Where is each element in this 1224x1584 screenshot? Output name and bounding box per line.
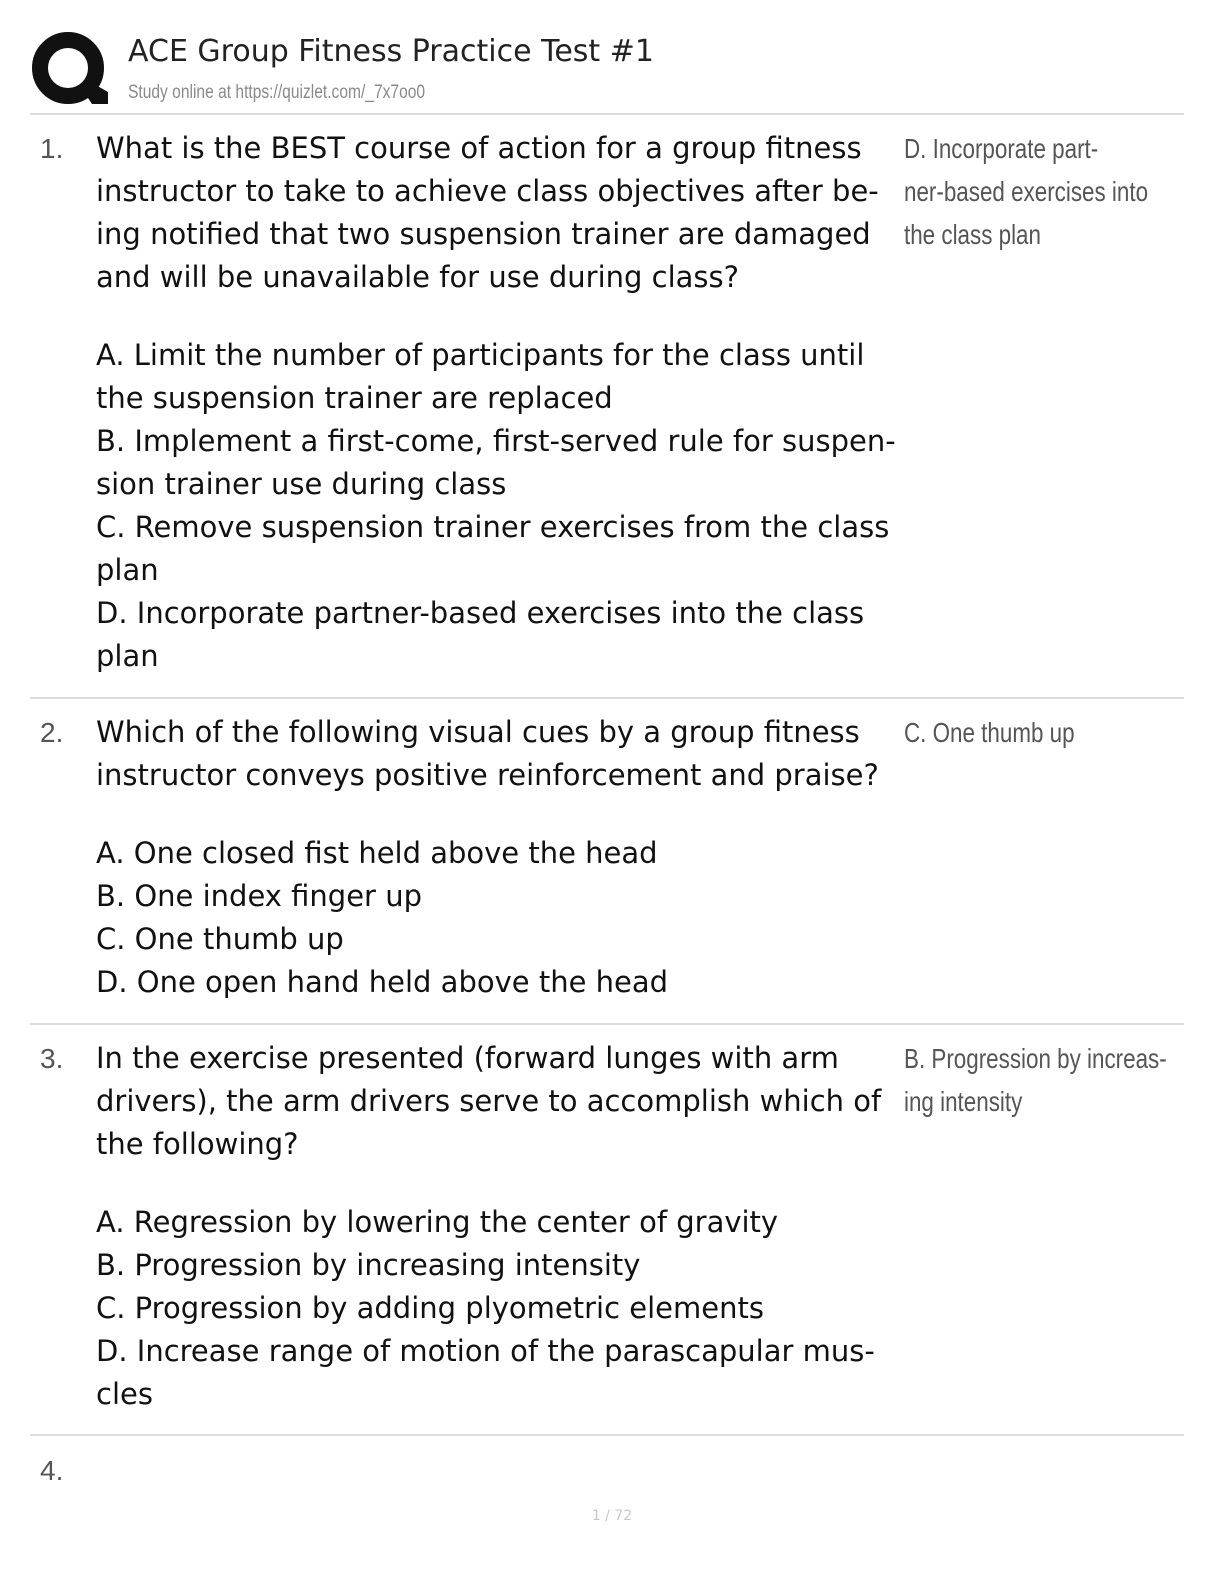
question-line: ing notified that two suspension trainer are damaged [96,217,871,251]
spacer [96,797,896,832]
answer-line: ner-based exercises into [904,176,1149,207]
option-line: D. Incorporate partner-based exercises into the class [96,596,865,630]
spacer [96,299,896,334]
option-line: the suspension trainer are replaced [96,381,613,415]
question-line: drivers), the arm drivers serve to accomplish which of [96,1084,882,1118]
option-line: C. Remove suspension trainer exercises from the class [96,510,890,544]
option-line: D. Increase range of motion of the parascapular mus- [96,1334,875,1368]
question-number: 4. [40,1455,64,1486]
question-line: What is the BEST course of action for a group fitness [96,131,862,165]
option-line: A. Regression by lowering the center of gravity [96,1205,779,1239]
answer-line: ing intensity [904,1086,1023,1117]
question-line: Which of the following visual cues by a group fitness [96,715,860,749]
answer-block [904,127,1149,256]
option-line: B. One index finger up [96,879,422,913]
question-number: 3. [40,1043,64,1074]
quizlet-logo-icon [30,30,110,110]
study-online-link[interactable]: Study online at https://quizlet.com/_7x7oo0 [128,82,426,103]
question-divider [30,1023,1184,1025]
answer-line: D. Incorporate part- [904,133,1099,164]
document-title: ACE Group Fitness Practice Test #1 [128,34,654,69]
spacer [96,1166,896,1201]
question-divider [30,697,1184,699]
question-divider [30,1434,1184,1436]
question-number: 1. [40,133,64,164]
option-line: D. One open hand held above the head [96,965,669,999]
page-indicator: 1 / 72 [591,1508,633,1524]
answer-block [904,1037,1167,1123]
answer-line: B. Progression by increas- [904,1043,1167,1074]
answer-line: the class plan [904,219,1041,250]
option-line: plan [96,553,159,587]
option-line: cles [96,1377,153,1411]
question-block [96,1037,896,1416]
answer-line: C. One thumb up [904,717,1075,748]
option-line: plan [96,639,159,673]
question-line: and will be unavailable for use during class? [96,260,740,294]
option-line: B. Progression by increasing intensity [96,1248,641,1282]
question-block [96,127,896,678]
question-line: In the exercise presented (forward lunges with arm [96,1041,839,1075]
answer-block [904,711,1144,754]
question-line: instructor conveys positive reinforcement and praise? [96,758,879,792]
option-line: sion trainer use during class [96,467,507,501]
option-line: A. Limit the number of participants for the class until [96,338,865,372]
option-line: A. One closed fist held above the head [96,836,658,870]
question-block [96,711,896,1004]
option-line: C. Progression by adding plyometric elements [96,1291,764,1325]
option-line: B. Implement a first-come, first-served rule for suspen- [96,424,896,458]
question-number: 2. [40,717,64,748]
question-line: instructor to take to achieve class objectives after be- [96,174,879,208]
question-line: the following? [96,1127,299,1161]
option-line: C. One thumb up [96,922,344,956]
header-divider [30,113,1184,115]
